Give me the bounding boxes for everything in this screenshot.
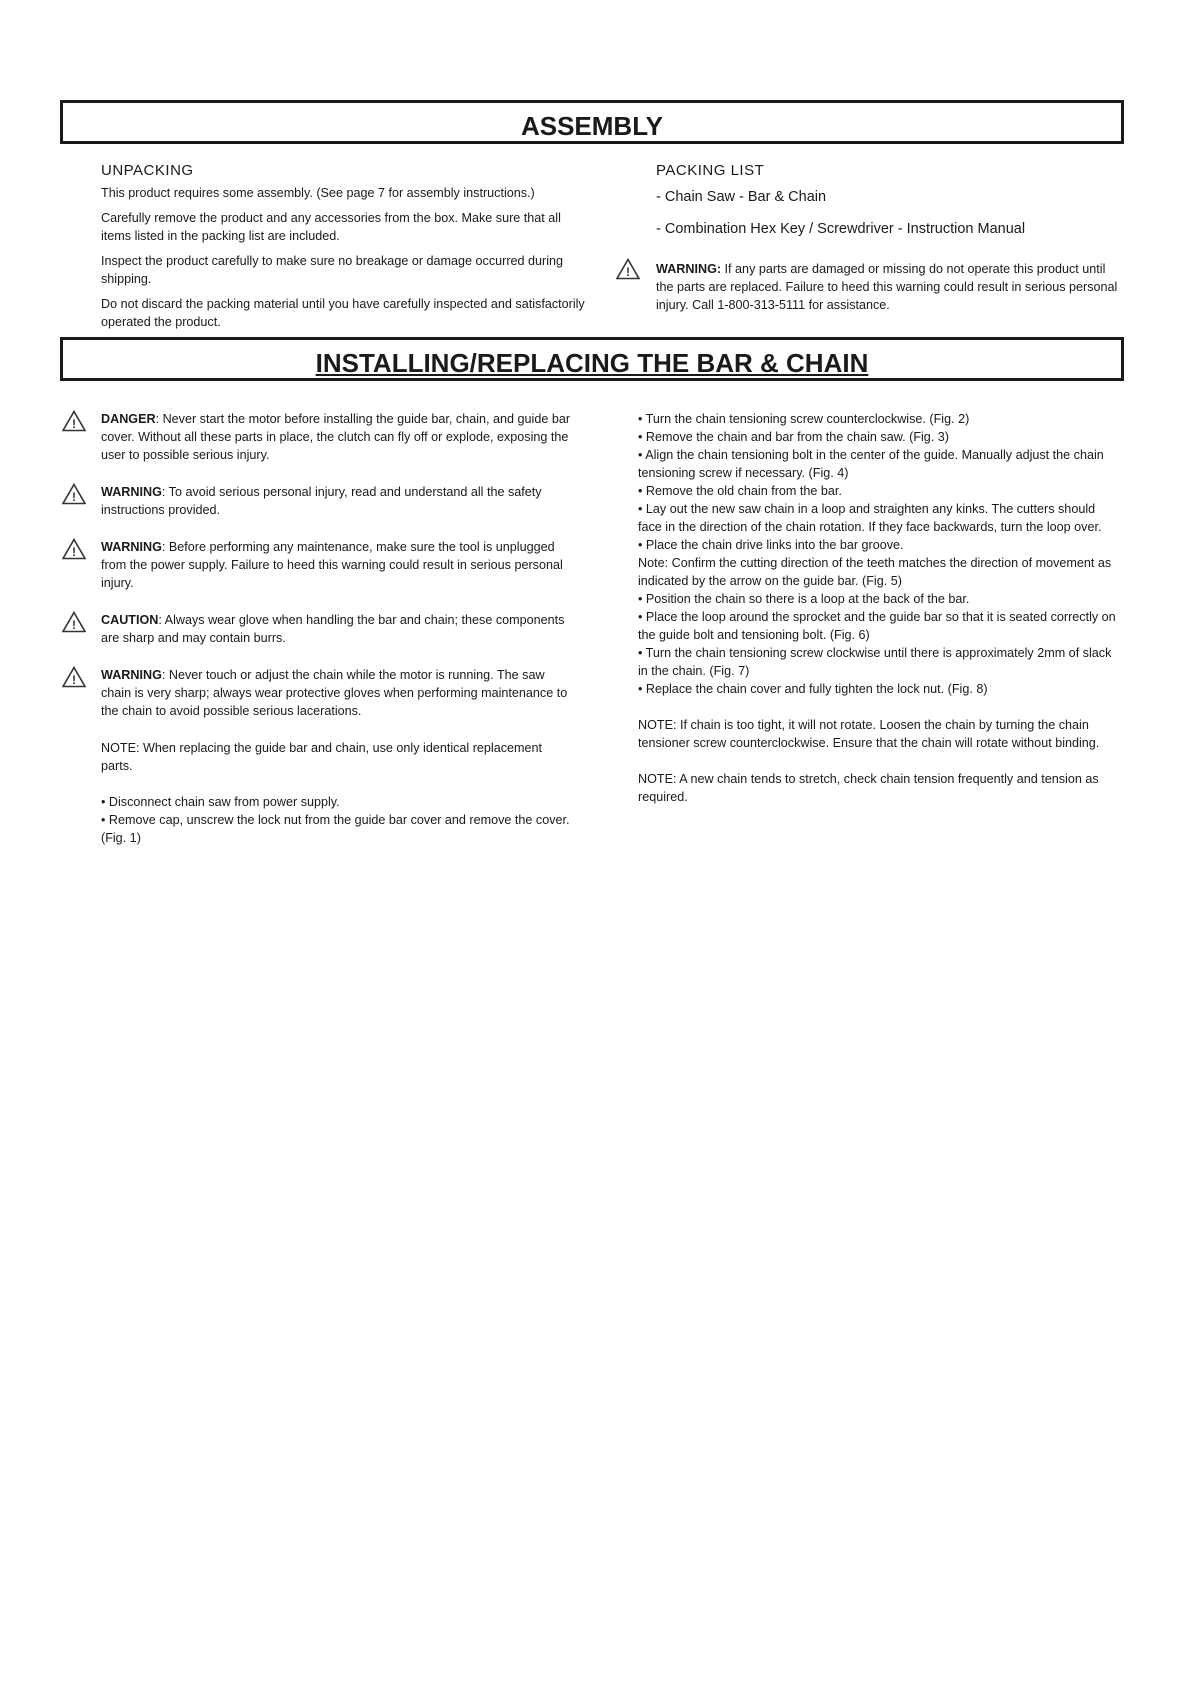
warning-label: DANGER	[101, 412, 156, 426]
step-item: • Place the loop around the sprocket and the guide bar so that it is seated correctly on the guide bolt and tensioning bolt. (Fig. 6)	[638, 610, 1116, 642]
step-item: • Disconnect chain saw from power supply.	[101, 795, 340, 809]
warning-triangle-icon	[62, 666, 86, 688]
warning-triangle-icon	[616, 258, 640, 280]
step-item: • Position the chain so there is a loop at the back of the bar.	[638, 592, 970, 606]
warning-text: If any parts are damaged or missing do not operate this product until the parts are replaced. Failure to heed this warning could result in serious personal injury. Call 1-800-313-5111 for assistance.	[656, 262, 1118, 312]
packing-list-heading: PACKING LIST	[656, 162, 765, 179]
unpacking-paragraph: Inspect the product carefully to make sure no breakage or damage occurred during shipping.	[101, 254, 564, 286]
unpacking-heading: UNPACKING	[101, 162, 194, 179]
warning-text: : Never start the motor before installing the guide bar, chain, and guide bar cover. Without all these parts in place, the clutch can fly off or explode, exposing the user to possible serious injury.	[101, 412, 571, 462]
warning-triangle-icon	[62, 538, 86, 560]
warning-text: : Before performing any maintenance, make sure the tool is unplugged from the power supply. Failure to heed this warning could result in serious personal injury.	[101, 540, 563, 590]
caution-warning	[101, 611, 571, 647]
step-item: • Place the chain drive links into the bar groove.	[638, 538, 904, 552]
packing-list-item: - Combination Hex Key / Screwdriver - Instruction Manual	[656, 221, 1026, 237]
left-notes	[101, 739, 571, 847]
svg-text:!: !	[72, 545, 76, 559]
install-title: INSTALLING/REPLACING THE BAR & CHAIN	[60, 337, 1124, 381]
safety-warning	[101, 483, 571, 519]
warning-text: : Always wear glove when handling the bar and chain; these components are sharp and may contain burrs.	[101, 613, 565, 645]
warning-label: WARNING	[101, 540, 162, 554]
step-item: • Lay out the new saw chain in a loop and straighten any kinks. The cutters should face in the direction of the chain rotation. If they face backwards, turn the loop over.	[638, 502, 1102, 534]
assembly-title: ASSEMBLY	[60, 100, 1124, 144]
chain-running-warning	[101, 666, 571, 720]
step-item: Note: Confirm the cutting direction of the teeth matches the direction of movement as indicated by the arrow on the guide bar. (Fig. 5)	[638, 556, 1112, 588]
packing-list-section	[656, 162, 1126, 252]
warning-triangle-icon	[62, 611, 86, 633]
replacement-note: NOTE: When replacing the guide bar and chain, use only identical replacement parts.	[101, 741, 543, 773]
unpacking-paragraph: This product requires some assembly. (See page 7 for assembly instructions.)	[101, 186, 535, 200]
warning-label: WARNING	[101, 668, 162, 682]
packing-list-item: - Chain Saw - Bar & Chain	[656, 189, 827, 205]
warning-label: CAUTION	[101, 613, 159, 627]
unpacking-section	[101, 162, 591, 338]
step-item: • Remove the chain and bar from the chain saw. (Fig. 3)	[638, 430, 950, 444]
step-item: • Align the chain tensioning bolt in the center of the guide. Manually adjust the chain tensioning screw if necessary. (Fig. 4)	[638, 448, 1104, 480]
warning-triangle-icon	[62, 483, 86, 505]
svg-text:!: !	[72, 490, 76, 504]
maintenance-warning	[101, 538, 571, 592]
step-item: • Turn the chain tensioning screw clockwise until there is approximately 2mm of slack in the chain. (Fig. 7)	[638, 646, 1112, 678]
packing-warning	[656, 260, 1126, 314]
warning-label: WARNING:	[656, 262, 722, 276]
warning-text: : Never touch or adjust the chain while the motor is running. The saw chain is very sharp; always wear protective gloves when performing maintenance to the chain to avoid possible serious lacerations.	[101, 668, 568, 718]
warning-triangle-icon	[62, 410, 86, 432]
svg-text:!: !	[72, 673, 76, 687]
warning-label: WARNING	[101, 485, 162, 499]
step-item: • Remove the old chain from the bar.	[638, 484, 842, 498]
step-item: • Remove cap, unscrew the lock nut from the guide bar cover and remove the cover. (Fig. 1)	[101, 813, 570, 845]
svg-text:!: !	[72, 618, 76, 632]
right-steps	[638, 410, 1116, 806]
svg-text:!: !	[626, 265, 630, 279]
step-item: • Replace the chain cover and fully tighten the lock nut. (Fig. 8)	[638, 682, 988, 696]
step-item: • Turn the chain tensioning screw counterclockwise. (Fig. 2)	[638, 412, 970, 426]
danger-warning	[101, 410, 571, 464]
tight-chain-note: NOTE: If chain is too tight, it will not rotate. Loosen the chain by turning the chain tensioner screw counterclockwise. Ensure that the chain will rotate without binding.	[638, 718, 1100, 750]
unpacking-paragraph: Do not discard the packing material until you have carefully inspected and satisfactorily operated the product.	[101, 297, 585, 329]
svg-text:!: !	[72, 417, 76, 431]
warning-text: : To avoid serious personal injury, read and understand all the safety instructions provided.	[101, 485, 542, 517]
unpacking-paragraph: Carefully remove the product and any accessories from the box. Make sure that all items listed in the packing list are included.	[101, 211, 561, 243]
stretch-chain-note: NOTE: A new chain tends to stretch, check chain tension frequently and tension as required.	[638, 772, 1099, 804]
